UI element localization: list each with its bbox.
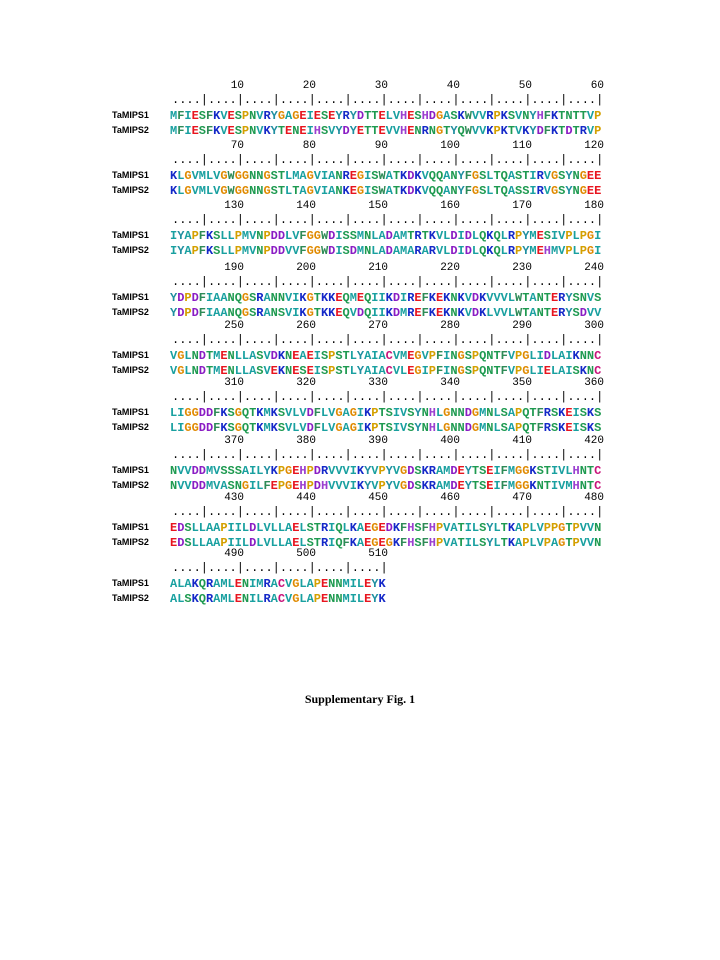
position-number: 70 [230, 140, 244, 152]
position-number: 460 [440, 492, 460, 504]
sequence-label: TaMIPS2 [112, 537, 149, 547]
sequence-residues: ALSKQRAMLENILRACVGLAPENNMILEYK [170, 592, 386, 606]
sequence-label: TaMIPS1 [112, 407, 149, 417]
tick-marks: ....|....|....|....|....|....|....|....|....|....|....|....| [172, 333, 604, 347]
sequence-label: TaMIPS2 [112, 185, 149, 195]
position-ruler [172, 548, 652, 560]
alignment-block [112, 262, 672, 318]
position-number: 180 [584, 200, 604, 212]
sequence-label: TaMIPS2 [112, 422, 149, 432]
tick-marks: ....|....|....|....|....|....|....|....|....|....|....|....| [172, 390, 604, 404]
position-number: 190 [224, 262, 244, 274]
position-number: 330 [368, 377, 388, 389]
sequence-residues: VGLNDTMENLLASVEKNESEISPSTLYAIACVLEGIPFINGSPQNTFVPGLIELAISKNC [170, 364, 602, 378]
position-number: 510 [368, 548, 388, 560]
sequence-label: TaMIPS1 [112, 110, 149, 120]
sequence-residues: KLGVMLVGWGGNNGSTLMAGVIANREGISWATKDKVQQANYFGSLTQASTIRVGSYNGEE [170, 169, 602, 183]
position-number: 210 [368, 262, 388, 274]
sequence-residues: ALAKQRAMLENIMRACVGLAPENNMILEYK [170, 577, 386, 591]
position-number: 310 [224, 377, 244, 389]
position-number: 340 [440, 377, 460, 389]
sequence-residues: NVVDDMVSSSAILYKPGEHPDRVVVIKYVPYVGDSKRAMDEYTSEIFMGGKSTIVLHNTC [170, 464, 602, 478]
alignment-block [112, 377, 672, 433]
position-ruler [172, 200, 652, 212]
alignment-block [112, 200, 672, 256]
sequence-residues: YDPDFIAANQGSRANSVIKGTKKEQVDQIIKDMREFKEKNKVDKLVVLWTANTERYSDVV [170, 306, 602, 320]
position-number: 420 [584, 435, 604, 447]
sequence-label: TaMIPS2 [112, 125, 149, 135]
position-number: 60 [590, 80, 604, 92]
position-number: 390 [368, 435, 388, 447]
position-number: 410 [512, 435, 532, 447]
position-number: 50 [518, 80, 532, 92]
sequence-residues: MFIESFKVESPNVRYGAGEIESEYRYDTTELVHESHDGASKWVVRPKSVNYHFKTNTTVP [170, 109, 602, 123]
position-number: 280 [440, 320, 460, 332]
sequence-label: TaMIPS1 [112, 292, 149, 302]
position-number: 10 [230, 80, 244, 92]
sequence-residues: YDPDFIAANQGSRANNVIKGTKKEQMEQIIKDIREFKEKNKVDKVVVLWTANTERYSNVS [170, 291, 602, 305]
position-number: 120 [584, 140, 604, 152]
sequence-label: TaMIPS2 [112, 593, 149, 603]
figure-caption: Supplementary Fig. 1 [304, 692, 416, 706]
sequence-residues: VGLNDTMENLLASVDKNEAEISPSTLYAIACVMEGVPFINGSPQNTFVPGLIDLAIKNNC [170, 349, 602, 363]
position-number: 360 [584, 377, 604, 389]
sequence-label: TaMIPS2 [112, 245, 149, 255]
position-number: 170 [512, 200, 532, 212]
position-number: 430 [224, 492, 244, 504]
sequence-label: TaMIPS1 [112, 522, 149, 532]
sequence-label: TaMIPS2 [112, 365, 149, 375]
sequence-residues: IYAPFKSLLPMVNPDDVVFGGWDISDMNLADAMARARVLDIDLQKQLRPYMEHMVPLPGI [170, 244, 602, 258]
position-ruler [172, 262, 652, 274]
alignment-block [112, 548, 672, 604]
position-number: 300 [584, 320, 604, 332]
position-number: 370 [224, 435, 244, 447]
position-ruler [172, 320, 652, 332]
tick-marks: ....|....|....|....|....|....|....|....|....|....|....|....| [172, 505, 604, 519]
position-ruler [172, 377, 652, 389]
position-ruler [172, 435, 652, 447]
sequence-residues: NVVDDMVASNGILFEPGEHPDHVVVIKYVPYVGDSKRAMDEYTSEIFMGGKNTIVMHNTC [170, 479, 602, 493]
position-number: 140 [296, 200, 316, 212]
alignment-block [112, 140, 672, 196]
position-number: 130 [224, 200, 244, 212]
position-number: 450 [368, 492, 388, 504]
position-number: 20 [302, 80, 316, 92]
sequence-residues: MFIESFKVESPNVKYTENEIHSVYDYETTEVVHENRNGTYQWVVKPKTVKYDFKTDTRVP [170, 124, 602, 138]
alignment-block [112, 320, 672, 376]
alignment-block [112, 80, 672, 136]
sequence-residues: EDSLLAAPIILDLVLLAELSTRIQFKAEGEGKFHSFHPVATILSYLTKAPLVPAGTPVVN [170, 536, 602, 550]
position-number: 100 [440, 140, 460, 152]
position-number: 350 [512, 377, 532, 389]
sequence-label: TaMIPS2 [112, 307, 149, 317]
sequence-residues: LIGGDDFKSGQTKMKSVLVDFLVGAGIKPTSIVSYNHLGNNDGMNLSAPQTFRSKEISKS [170, 406, 602, 420]
position-number: 380 [296, 435, 316, 447]
sequence-label: TaMIPS1 [112, 170, 149, 180]
position-number: 80 [302, 140, 316, 152]
sequence-residues: IYAPFKSLLPMVNPDDLVFGGWDISSMNLADAMTRTKVLDIDLQKQLRPYMESIVPLPGI [170, 229, 602, 243]
position-number: 160 [440, 200, 460, 212]
position-number: 110 [512, 140, 532, 152]
sequence-residues: LIGGDDFKSGQTKMKSVLVDFLVGAGIKPTSIVSYNHLGNNDGMNLSAPQTFRSKEISKS [170, 421, 602, 435]
tick-marks: ....|....|....|....|....|....| [172, 561, 388, 575]
position-number: 290 [512, 320, 532, 332]
position-number: 480 [584, 492, 604, 504]
position-number: 240 [584, 262, 604, 274]
sequence-label: TaMIPS1 [112, 230, 149, 240]
position-ruler [172, 80, 652, 92]
sequence-residues: KLGVMLVGWGGNNGSTLTAGVIANKEGISWATKDKVQQANYFGSLTQASSIRVGSYNGEE [170, 184, 602, 198]
position-number: 270 [368, 320, 388, 332]
position-number: 440 [296, 492, 316, 504]
position-number: 90 [374, 140, 388, 152]
tick-marks: ....|....|....|....|....|....|....|....|....|....|....|....| [172, 213, 604, 227]
position-number: 220 [440, 262, 460, 274]
position-number: 400 [440, 435, 460, 447]
position-number: 250 [224, 320, 244, 332]
position-number: 230 [512, 262, 532, 274]
position-number: 470 [512, 492, 532, 504]
sequence-label: TaMIPS2 [112, 480, 149, 490]
tick-marks: ....|....|....|....|....|....|....|....|....|....|....|....| [172, 275, 604, 289]
sequence-residues: EDSLLAAPIILDLVLLAELSTRIQLKAEGEDKFHSFHPVATILSYLTKAPLVPPGTPVVN [170, 521, 602, 535]
position-number: 150 [368, 200, 388, 212]
position-number: 490 [224, 548, 244, 560]
position-number: 30 [374, 80, 388, 92]
position-ruler [172, 492, 652, 504]
position-ruler [172, 140, 652, 152]
alignment-block [112, 435, 672, 491]
tick-marks: ....|....|....|....|....|....|....|....|....|....|....|....| [172, 153, 604, 167]
sequence-label: TaMIPS1 [112, 350, 149, 360]
tick-marks: ....|....|....|....|....|....|....|....|....|....|....|....| [172, 93, 604, 107]
sequence-label: TaMIPS1 [112, 465, 149, 475]
position-number: 200 [296, 262, 316, 274]
position-number: 500 [296, 548, 316, 560]
position-number: 40 [446, 80, 460, 92]
position-number: 260 [296, 320, 316, 332]
alignment-block [112, 492, 672, 548]
tick-marks: ....|....|....|....|....|....|....|....|....|....|....|....| [172, 448, 604, 462]
position-number: 320 [296, 377, 316, 389]
sequence-label: TaMIPS1 [112, 578, 149, 588]
